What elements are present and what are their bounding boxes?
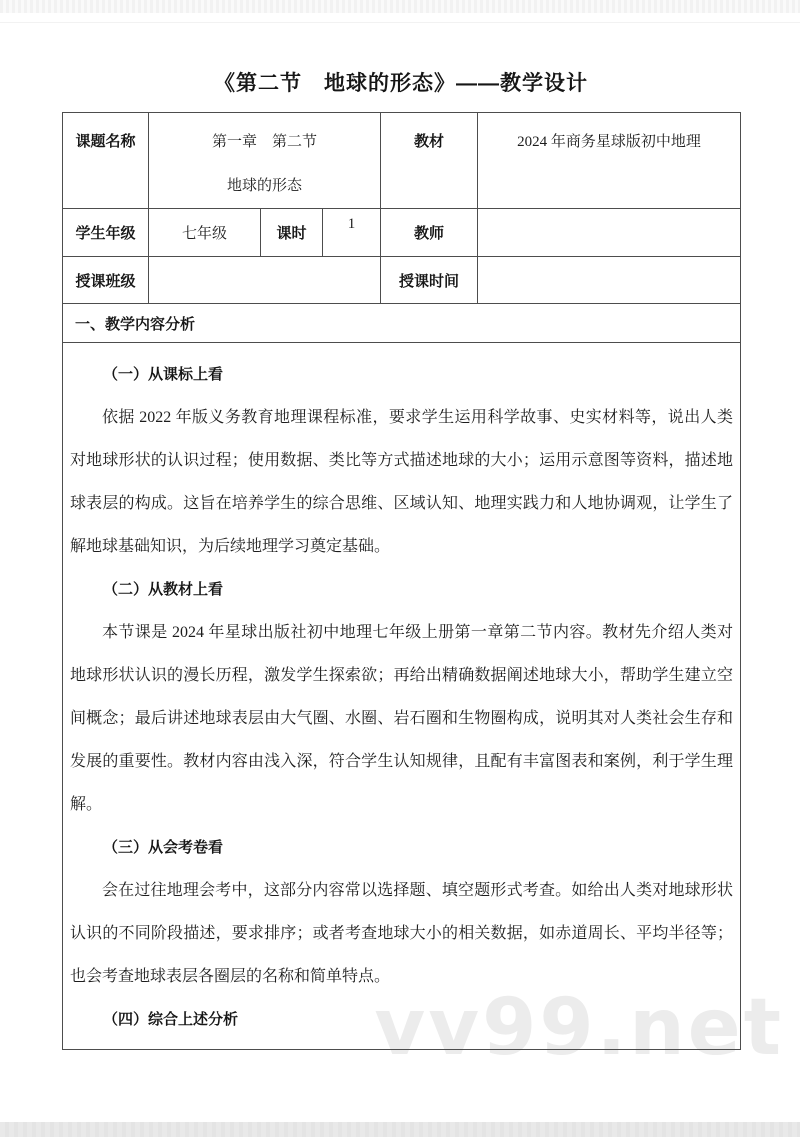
lesson-info-table: [62, 112, 741, 1050]
subsection-heading-1: （一）从课标上看: [103, 366, 224, 383]
watermark-text: vv99.net: [374, 983, 784, 1073]
subsection-heading-2: （二）从教材上看: [103, 581, 224, 598]
material-value: 2024 年商务星球版初中地理: [517, 134, 701, 150]
page-title: 《第二节 地球的形态》——教学设计: [214, 72, 588, 95]
time-value-cell: [478, 257, 741, 304]
grade-label-cell: [63, 209, 149, 257]
teacher-label: 教师: [414, 225, 445, 242]
table-row-grade: [63, 209, 741, 257]
subsection-body-3: 会在过往地理会考中，这部分内容常以选择题、填空题形式考查。如给出人类对地球形状认识的不同阶段描述，要求排序；或者考查地球大小的相关数据，如赤道周长、平均半径等；也会考查地球表层各圈层的名称和简单特点。: [70, 882, 734, 985]
time-label: 授课时间: [399, 272, 460, 290]
material-label-cell: [381, 113, 478, 209]
teacher-value-cell: [478, 209, 741, 257]
subsection-heading-4: （四）综合上述分析: [103, 1011, 239, 1028]
course-title-line: 地球的形态: [227, 178, 303, 194]
table-row-class: [63, 257, 741, 304]
material-label: 教材: [414, 133, 445, 150]
class-label-cell: [63, 257, 149, 304]
course-chapter-line: 第一章 第二节: [212, 134, 318, 150]
subsection-heading-3: （三）从会考卷看: [103, 839, 224, 856]
grade-value-cell: [149, 209, 261, 257]
period-label-cell: [261, 209, 323, 257]
course-name-label-cell: [63, 113, 149, 209]
grade-label: 学生年级: [75, 225, 136, 242]
course-name-value: [149, 113, 380, 208]
analysis-content-cell: [63, 343, 741, 1050]
class-label: 授课班级: [75, 272, 136, 290]
section-heading: 一、教学内容分析: [63, 304, 741, 343]
material-value-cell: [478, 113, 741, 209]
subsection-body-2: 本节课是 2024 年星球出版社初中地理七年级上册第一章第二节内容。教材先介绍人类对地球形状认识的漫长历程，激发学生探索欲；再给出精确数据阐述地球大小，帮助学生建立空间概念；最后讲述地球表层由大气圈、水圈、岩石圈和生物圈构成，说明其对人类社会生存和发展的重要性。教材内容由浅入深，符合学生认知规律，且配有丰富图表和案例，利于学生理解。: [70, 624, 734, 813]
teacher-label-cell: [381, 209, 478, 257]
period-label: 课时: [276, 225, 307, 242]
grade-value: 七年级: [181, 226, 227, 242]
table-row-course: [63, 113, 741, 209]
period-value: 1: [347, 216, 356, 232]
time-label-cell: [381, 257, 478, 304]
table-row-analysis-content: [63, 343, 741, 1050]
page-bottom-edge: [0, 1122, 800, 1137]
class-value-cell: [149, 257, 381, 304]
period-value-cell: [323, 209, 381, 257]
table-row-section-heading: [63, 304, 741, 343]
course-name-label: 课题名称: [75, 133, 136, 150]
course-name-value-cell: [149, 113, 381, 209]
subsection-body-1: 依据 2022 年版义务教育地理课程标准，要求学生运用科学故事、史实材料等，说出人类对地球形状的认识过程；使用数据、类比等方式描述地球的大小；运用示意图等资料，描述地球表层的构成。这旨在培养学生的综合思维、区域认知、地理实践力和人地协调观，让学生了解地球基础知识，为后续地理学习奠定基础。: [70, 409, 734, 555]
